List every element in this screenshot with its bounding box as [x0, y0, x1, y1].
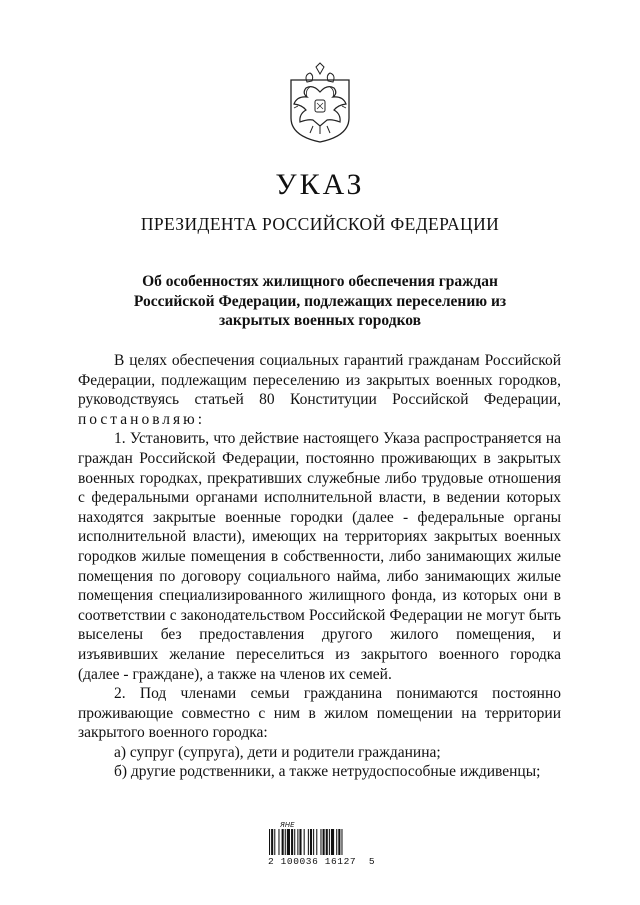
decree-title: УКАЗ	[275, 168, 365, 201]
barcode-digits: 2 100036 16127 5	[268, 856, 376, 867]
paragraph: 1. Установить, что действие настоящего Указа распространяется на граждан Российской Федерации, постоянно проживающих в закрытых военных городках, прекративших служебные либо трудовые отношения с федеральными органами исполнительной власти, в ведении которых находятся закрытые военные городки (далее - федеральные органы исполнительной власти), имеющих на территориях закрытых военных городков жилые помещения в собственности, либо занимающих жилые помещения по договору социального найма, либо занимающих жилые помещения специализированного жилищного фонда, из которых они в соответствии с законодательством Российской Федерации не могут быть выселены без предоставления другого жилого помещения, и изъявивших желание переселиться из закрытого военного городка (далее - граждане), а также на членов их семей.	[78, 430, 561, 683]
heading-line: закрытых военных городков	[218, 312, 422, 329]
preamble-text: В целях обеспечения социальных гарантий гражданам Российской Федерации, подлежащим переселению из закрытых военных городков, руководствуясь статьей 80 Конституции Российской Федерации,	[78, 352, 561, 409]
decree-word: постановляю	[78, 410, 198, 428]
barcode-mark-text: ЯНЕ	[280, 821, 295, 828]
preamble-paragraph	[78, 351, 561, 429]
document-heading	[100, 272, 540, 331]
double-headed-eagle-icon	[283, 62, 357, 144]
paragraph: 2. Под членами семьи гражданина понимаются постоянно проживающие совместно с ним в жилом помещении на территории закрытого военного городка:	[78, 685, 561, 742]
heading-line: Об особенностях жилищного обеспечения граждан	[142, 273, 498, 290]
barcode	[268, 820, 376, 867]
paragraph: б) другие родственники, а также нетрудоспособные иждивенцы;	[114, 763, 541, 781]
heading-line: Российской Федерации, подлежащих переселению из	[133, 292, 507, 310]
paragraph: а) супруг (супруга), дети и родители гражданина;	[114, 743, 441, 761]
decree-subtitle: ПРЕЗИДЕНТА РОССИЙСКОЙ ФЕДЕРАЦИИ	[140, 214, 500, 234]
barcode-mark	[280, 820, 308, 828]
document-body	[78, 351, 561, 782]
preamble-end: :	[197, 410, 203, 428]
barcode-bars	[268, 829, 372, 855]
coat-of-arms-emblem	[283, 62, 357, 144]
